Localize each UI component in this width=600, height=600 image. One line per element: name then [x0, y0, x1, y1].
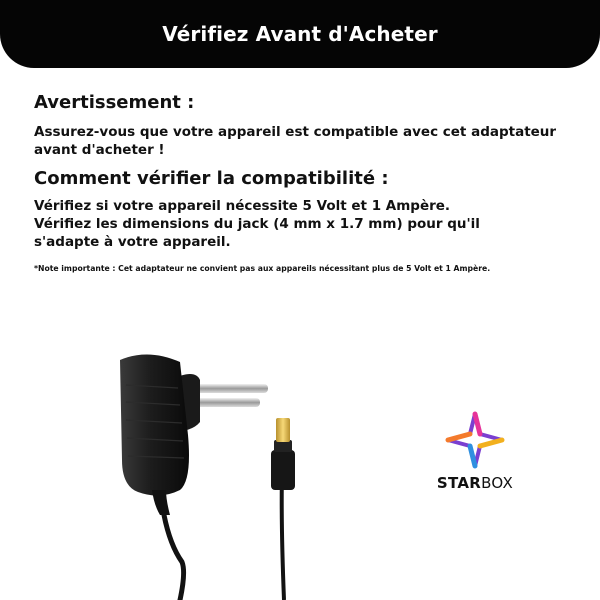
- header-banner: [0, 0, 600, 68]
- starbox-wordmark: STARBOX: [436, 474, 514, 492]
- compatibility-instructions: [34, 197, 480, 251]
- warning-heading: Avertissement :: [34, 92, 195, 113]
- banner-title: Vérifiez Avant d'Acheter: [162, 22, 438, 46]
- compatibility-heading: Comment vérifier la compatibilité :: [34, 168, 389, 189]
- important-note: *Note importante : Cet adaptateur ne convient pas aux appareils nécessitant plus de 5 Volt et 1 Ampère.: [34, 264, 491, 273]
- warning-text: Assurez-vous que votre appareil est compatible avec cet adaptateur avant d'acheter !: [34, 124, 557, 158]
- jack-tip: [276, 418, 290, 442]
- compatibility-line-1: Vérifiez si votre appareil nécessite 5 Volt et 1 Ampère.: [34, 198, 451, 214]
- jack-body: [271, 450, 295, 490]
- starbox-logo: [430, 410, 520, 492]
- compatibility-line-2: Vérifiez les dimensions du jack (4 mm x 1.7 mm) pour qu'il: [34, 216, 480, 232]
- adapter-body: [120, 354, 189, 495]
- adapter-cable: [164, 515, 184, 600]
- starbox-star-icon: [444, 410, 506, 470]
- power-adapter-image: [100, 340, 320, 600]
- compatibility-line-3: s'adapte à votre appareil.: [34, 234, 231, 250]
